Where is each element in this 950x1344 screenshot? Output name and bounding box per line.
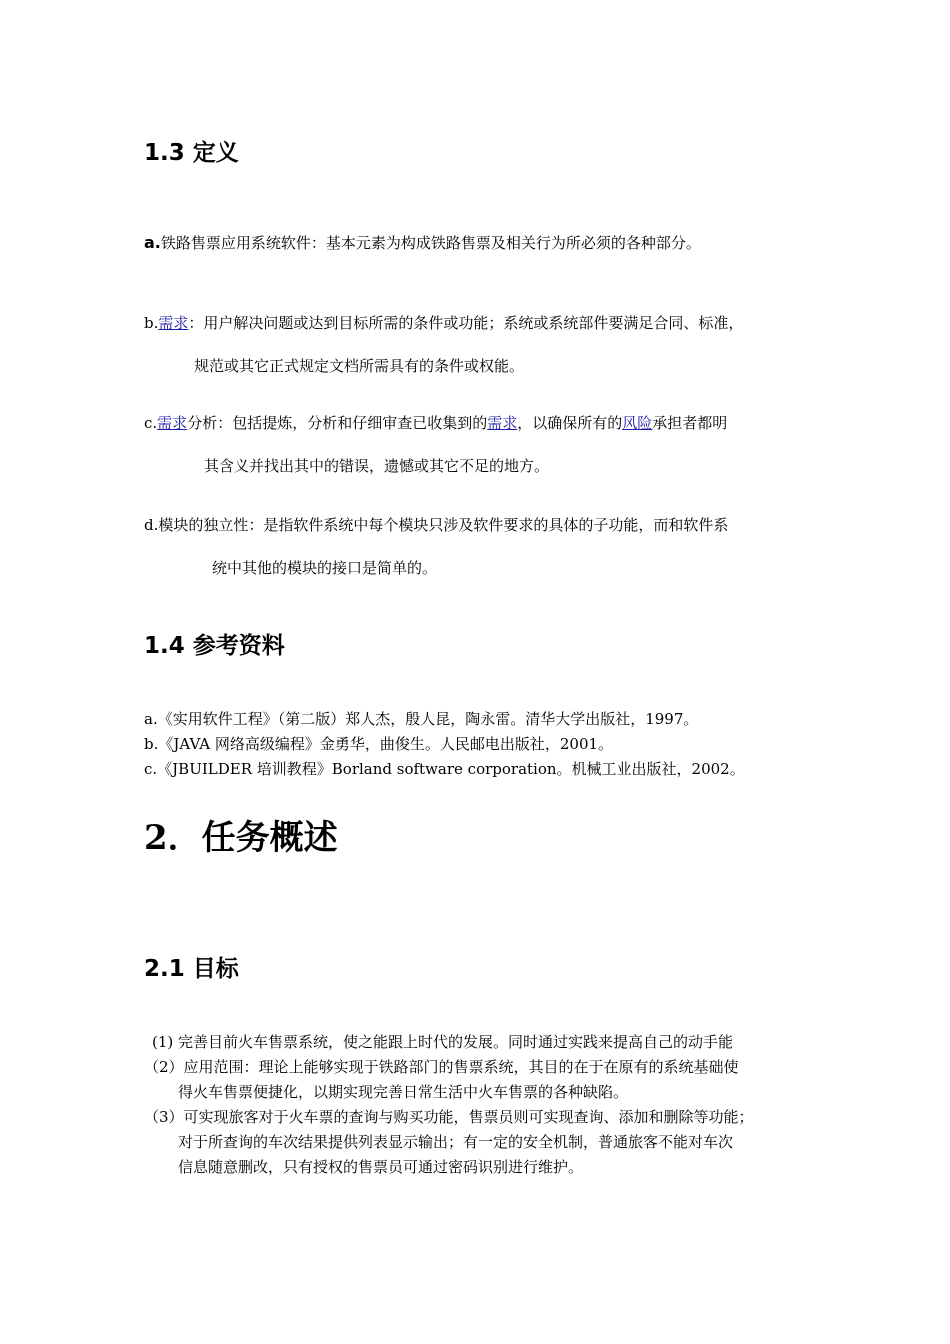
definition-c-text2: ，以确保所有的 bbox=[517, 414, 623, 432]
definition-d-line2: 统中其他的模块的接口是简单的。 bbox=[212, 559, 438, 577]
definition-a-marker: a. bbox=[144, 233, 161, 252]
definition-d-line1: d.模块的独立性：是指软件系统中每个模块只涉及软件要求的具体的子功能，而和软件系 bbox=[144, 516, 729, 534]
definition-c-text3: 承担者都明 bbox=[652, 414, 728, 432]
risk-link[interactable]: 风险 bbox=[622, 414, 653, 432]
definition-c-text1: 分析：包括提炼，分析和仔细审查已收集到的 bbox=[187, 414, 488, 432]
goal-item-1-line1: (1) 完善目前火车售票系统，使之能跟上时代的发展。同时通过实践来提高自己的动手能 bbox=[152, 1033, 734, 1051]
requirement-link[interactable]: 需求 bbox=[157, 414, 188, 432]
goal-item-2-line2: 得火车售票便捷化，以期实现完善日常生活中火车售票的各种缺陷。 bbox=[178, 1083, 629, 1101]
chapter-2-heading: 2．任务概述 bbox=[144, 818, 338, 858]
goal-item-3-line1: （3）可实现旅客对于火车票的查询与购买功能，售票员则可实现查询、添加和删除等功能； bbox=[144, 1108, 754, 1126]
definition-a bbox=[144, 233, 701, 253]
reference-item: a.《实用软件工程》（第二版）郑人杰，殷人昆，陶永雷。清华大学出版社，1997。 bbox=[144, 710, 699, 728]
section-2-1-heading: 2.1 目标 bbox=[144, 956, 239, 982]
reference-item: c.《JBUILDER 培训教程》Borland software corporation。机械工业出版社，2002。 bbox=[144, 760, 745, 778]
goal-item-2-line1: （2）应用范围：理论上能够实现于铁路部门的售票系统，其目的在于在原有的系统基础使 bbox=[144, 1058, 739, 1076]
definition-b-line1 bbox=[144, 313, 743, 333]
definition-b-line2: 规范或其它正式规定文档所需具有的条件或权能。 bbox=[194, 357, 525, 375]
requirement-link[interactable]: 需求 bbox=[158, 314, 189, 332]
requirement-link[interactable]: 需求 bbox=[487, 414, 518, 432]
definition-c-marker: c. bbox=[144, 414, 158, 432]
definition-b-text: ：用户解决问题或达到目标所需的条件或功能；系统或系统部件要满足合同、标准， bbox=[188, 314, 744, 332]
definition-b-marker: b. bbox=[144, 314, 159, 332]
section-1-3-heading: 1.3 定义 bbox=[144, 140, 239, 166]
section-1-4-heading: 1.4 参考资料 bbox=[144, 633, 285, 659]
reference-item: b.《JAVA 网络高级编程》金勇华，曲俊生。人民邮电出版社，2001。 bbox=[144, 735, 614, 753]
definition-c-line2: 其含义并找出其中的错误，遗憾或其它不足的地方。 bbox=[204, 457, 550, 475]
definition-a-text: 铁路售票应用系统软件：基本元素为构成铁路售票及相关行为所必须的各种部分。 bbox=[160, 234, 701, 252]
goal-item-3-line2: 对于所查询的车次结果提供列表显示输出；有一定的安全机制，普通旅客不能对车次 bbox=[178, 1133, 734, 1151]
goal-item-3-line3: 信息随意删改，只有授权的售票员可通过密码识别进行维护。 bbox=[178, 1158, 584, 1176]
definition-c-line1 bbox=[144, 413, 727, 433]
